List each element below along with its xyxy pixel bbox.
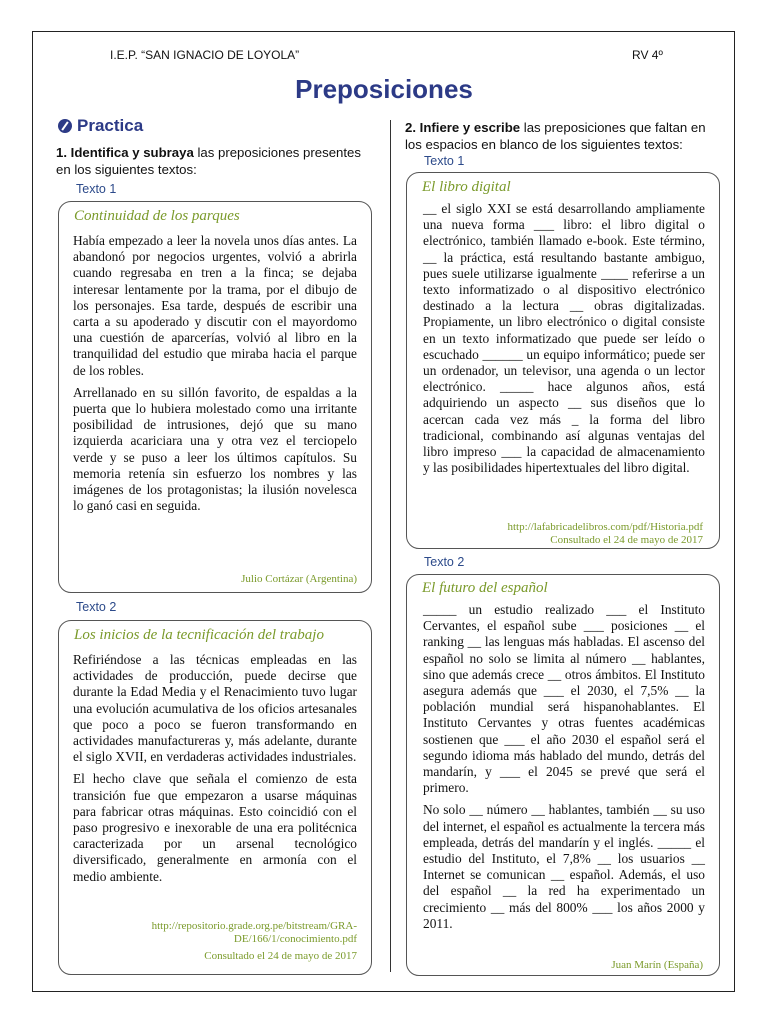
reading-title: Los inicios de la tecnificación del trabajo [74, 627, 324, 643]
exercise-text: las preposiciones que faltan en los espacios en blanco de los siguientes textos: [405, 120, 706, 152]
exercise-verb: Infiere y escribe [419, 120, 521, 135]
pencil-icon [58, 119, 72, 133]
practice-label: Practica [77, 116, 144, 135]
exercise-number: 2. [405, 120, 416, 135]
reading-box [58, 201, 372, 593]
reading-box [406, 172, 720, 549]
paragraph: Arrellanado en su sillón favorito, de espaldas a la puerta que lo hubiera molestado como una irritante posibilidad de intrusiones, dejó que su mano izquierda acariciara una y otra vez el terciopelo verde y se puso a leer los últimos capítulos. Su memoria retenía sin esfuerzo los nombres y las imágenes de los protagonistas; la ilusión novelesca lo ganó casi en seguida. [73, 384, 357, 514]
reading-body [73, 233, 357, 514]
reading-body [423, 201, 705, 476]
paragraph: _____ un estudio realizado ___ el Instituto Cervantes, el español sube ___ posiciones __ el ranking __ las lenguas más habladas. El ascenso del español no solo se limita al número __ hablantes, sino que además crece __ otros ámbitos. El Instituto asegura además que ___ el 2030, el 7,5% __ la población mundial será hispanohablantes. El Instituto Cervantes y otras fuentes académicas sostienen que ___ el año 2030 el español será el segundo idioma más hablado del mundo, detrás del mandarín, y ___ el 2045 se prevé que será el primero. [423, 602, 705, 796]
text-label: Texto 2 [424, 555, 465, 569]
reading-body [423, 602, 705, 932]
reading-title: El libro digital [422, 179, 511, 195]
reading-box [58, 620, 372, 975]
source-url: http://repositorio.grade.org.pe/bitstream/GRA- [151, 920, 357, 932]
reading-box [406, 574, 720, 976]
reading-body [73, 652, 357, 885]
source-url: http://lafabricadelibros.com/pdf/Historia.pdf [507, 521, 703, 533]
text-label: Texto 2 [76, 600, 117, 614]
column-divider [390, 120, 391, 972]
exercise-verb: Identifica y subraya [70, 145, 194, 160]
exercise-number: 1. [56, 145, 67, 160]
reading-title: Continuidad de los parques [74, 208, 240, 224]
source-date: Consultado el 24 de mayo de 2017 [204, 950, 357, 962]
paragraph: No solo __ número __ hablantes, también __ su uso del internet, el español es actualmente la tercera más empleada, detrás del mandarín y el inglés. _____ el estudio del Instituto, el 7,8% __ los usuarios __ Internet se comunican __ español. Además, el uso del español __ la red ha experimentado un crecimiento __ más del 800% ___ los años 2000 y 2011. [423, 802, 705, 931]
source-line [152, 920, 357, 963]
practice-heading [58, 116, 143, 136]
paragraph: El hecho clave que señala el comienzo de esta transición fue que empezaron a usarse máquinas para fabricar otras máquinas. Esto coincidió con el paso progresivo e inexorable de una era politécnica caracterizada por un arsenal tecnológico diversificado, generalmente en armonía con el medio ambiente. [73, 771, 357, 884]
grade-label: RV 4º [632, 48, 663, 62]
exercise-1-instruction [56, 144, 378, 178]
reading-title: El futuro del español [422, 580, 548, 596]
school-name: I.E.P. “SAN IGNACIO DE LOYOLA” [110, 48, 300, 62]
source-url: DE/166/1/conocimiento.pdf [233, 933, 357, 945]
source-line [507, 521, 703, 547]
text-label: Texto 1 [424, 154, 465, 168]
paragraph: __ el siglo XXI se está desarrollando ampliamente una nueva forma ___ libro: el libro digital o electrónico, también llamado e-book. Este término, __ la práctica, está resultando bastante ambiguo, pues suele utilizarse igualmente ____ referirse a un texto informatizado o al dispositivo electrónico destinado a la lectura __ obras digitalizadas. Propiamente, un libro electrónico o digital consiste en un texto informatizado que puede ser leído o escuchado ______ un equipo informático; puede ser un ordenador, un televisor, una agenda o un lector electrónico. _____ hace algunos años, está adquiriendo un aspecto __ sus diseños que lo acercan cada vez más _ la forma del libro tradicional, combinando así algunas ventajas del libro impreso ___ la capacidad de almacenamiento y las posibilidades hipertextuales del libro digital. [423, 201, 705, 476]
text-label: Texto 1 [76, 182, 117, 196]
exercise-text: las preposiciones presentes en los siguientes textos: [56, 145, 361, 177]
source-line: Juan Marín (España) [611, 959, 703, 971]
page-title: Preposiciones [295, 74, 473, 104]
paragraph: Refiriéndose a las técnicas empleadas en las actividades de producción, puede decirse que durante la Edad Media y el Renacimiento tuvo lugar una evolución acumulativa de los oficios artesanales que poco a poco se fueron transformando en actividades manufactureras y, más adelante, durante el siglo XVII, en verdaderas actividades industriales. [73, 652, 357, 765]
exercise-2-instruction [405, 119, 723, 153]
source-line: Julio Cortázar (Argentina) [241, 573, 357, 585]
source-date: Consultado el 24 de mayo de 2017 [550, 534, 703, 546]
paragraph: Había empezado a leer la novela unos días antes. La abandonó por negocios urgentes, volvió a abrirla cuando regresaba en tren a la finca; se dejaba interesar lentamente por la trama, por el dibujo de los personajes. Esa tarde, después de escribir una carta a su apoderado y discutir con el mayordomo una cuestión de aparcerías, volvió al libro en la tranquilidad del estudio que miraba hacia el parque de los robles. [73, 233, 357, 378]
